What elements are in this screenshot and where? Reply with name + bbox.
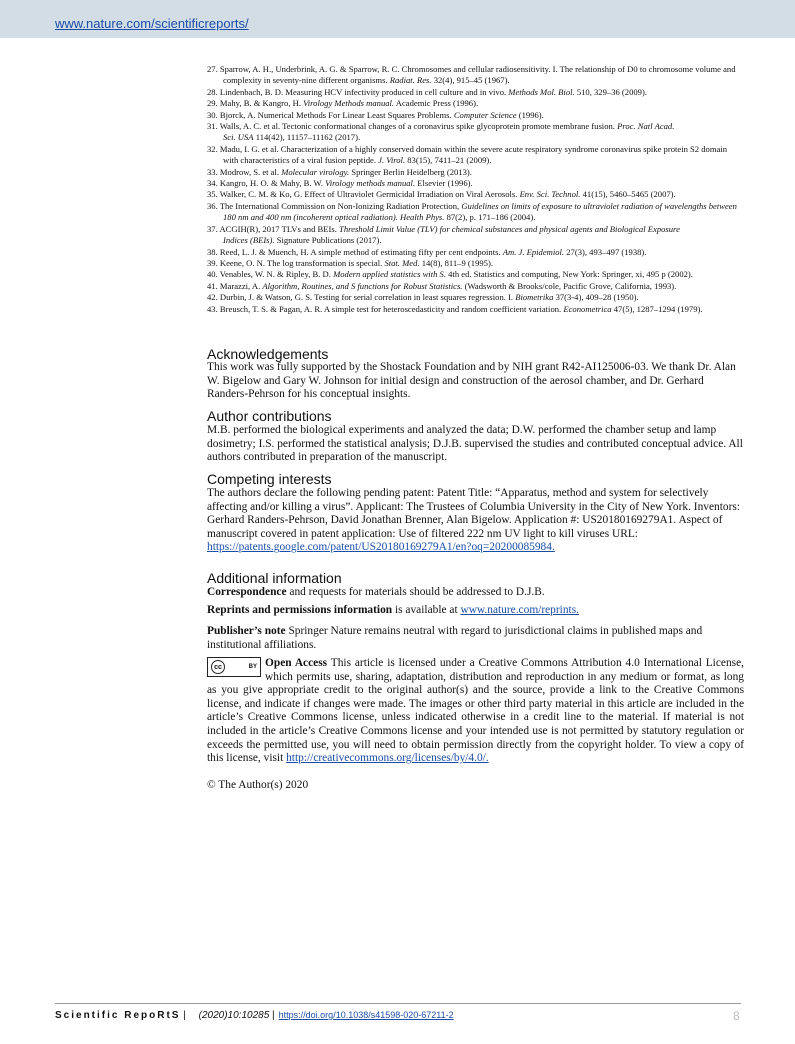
- reference-item: [207, 121, 742, 132]
- reference-text: Venables, W. N. & Ripley, B. D.: [219, 269, 331, 280]
- reference-tail: 27(3), 493–497 (1938).: [566, 246, 647, 257]
- reference-journal: Indices (BEIs).: [223, 235, 275, 246]
- reference-num: 41.: [207, 280, 218, 291]
- reference-item: [207, 110, 742, 121]
- reference-text: Walls, A. C. et al. Tectonic conformational changes of a coronavirus spike glycoprotein promote membrane fusion.: [219, 121, 615, 132]
- reference-journal: Modern applied statistics with S.: [333, 269, 446, 280]
- reference-tail: 4th ed. Statistics and computing, New York: Springer, xi, 495 p (2002).: [448, 269, 693, 280]
- reference-tail: 14(8), 811–9 (1995).: [421, 257, 493, 268]
- footer-citation: (2020)10:10285: [198, 1010, 270, 1021]
- open-access-label: Open Access: [265, 657, 328, 669]
- reference-item: [207, 132, 742, 143]
- reference-item: [207, 292, 742, 303]
- reference-num: 29.: [207, 98, 218, 109]
- reference-tail: 37(3-4), 409–28 (1950).: [555, 292, 639, 303]
- reference-num: 43.: [207, 303, 218, 314]
- reference-tail: 87(2), p. 171–186 (2004).: [446, 212, 536, 223]
- reference-item: [207, 201, 742, 224]
- reference-journal: J. Virol.: [378, 155, 406, 166]
- reference-item: [207, 281, 742, 292]
- reference-journal: Threshold Limit Value (TLV) for chemical substances and physical agents and Biological Exposure: [339, 223, 680, 234]
- reference-item: [207, 167, 742, 178]
- footer-journal-name: Scientific RepoRtS: [55, 1010, 181, 1021]
- reference-text: Marazzi, A.: [219, 280, 261, 291]
- journal-url-link[interactable]: www.nature.com/scientificreports/: [55, 16, 249, 31]
- author-contributions-heading: Author contributions: [207, 408, 332, 424]
- reference-journal: Methods Mol. Biol.: [508, 86, 575, 97]
- copyright-line: © The Author(s) 2020: [207, 779, 309, 791]
- reference-text: Reed, L. J. & Muench, H. A simple method of estimating fifty per cent endpoints.: [219, 246, 501, 257]
- reference-text: Breusch, T. S. & Pagan, A. R. A simple test for heteroscedasticity and random coefficient variation.: [219, 303, 562, 314]
- reference-tail: 41(15), 5460–5465 (2007).: [582, 189, 676, 200]
- reference-num: 30.: [207, 109, 218, 120]
- publisher-note: [207, 625, 744, 652]
- reference-text: Walker, C. M. & Ko, G. Effect of Ultraviolet Germicidal Irradiation on Viral Aerosols.: [219, 189, 518, 200]
- reference-item: [207, 258, 742, 269]
- reference-text: The International Commission on Non-Ionizing Radiation Protection,: [219, 200, 460, 211]
- reference-journal: Virology methods manual.: [325, 178, 416, 189]
- reprints-text: is available at: [394, 604, 458, 616]
- reference-item: [207, 87, 742, 98]
- acknowledgements-body: This work was fully supported by the Shostack Foundation and by NIH grant R42-AI125006-03. We thank Dr. Alan W. Bigelow and Gary W. Johnson for initial design and construction of the aerosol chamber, and Dr. Gerhard Randers-Pehrson for his conceptual insights.: [207, 361, 736, 401]
- reference-text: Keene, O. N. The log transformation is special.: [219, 257, 383, 268]
- reference-journal: Sci. USA: [223, 132, 254, 143]
- reference-num: 27.: [207, 64, 218, 74]
- footer-doi-link[interactable]: https://doi.org/10.1038/s41598-020-67211-2: [278, 1010, 454, 1020]
- reference-text: Bjorck, A. Numerical Methods For Linear Least Squares Problems.: [219, 109, 452, 120]
- reference-item: [207, 98, 742, 109]
- cc-circle: cc: [211, 660, 225, 674]
- reference-journal: Molecular virology.: [281, 166, 350, 177]
- reference-item: [207, 235, 742, 246]
- reference-tail: 114(42), 11157–11162 (2017).: [255, 132, 361, 143]
- reference-item: [207, 64, 742, 87]
- cc-by-label: BY: [248, 664, 257, 670]
- reference-journal: Am. J. Epidemiol.: [502, 246, 565, 257]
- page-footer: [55, 1010, 454, 1021]
- reference-tail: Elsevier (1996).: [417, 178, 473, 189]
- reference-text: Modrow, S. et al.: [219, 166, 280, 177]
- reference-list: [207, 64, 742, 315]
- reference-num: 42.: [207, 292, 218, 303]
- publisher-note-text: Springer Nature remains neutral with regard to jurisdictional claims in published maps and institutional affiliations.: [207, 625, 703, 651]
- license-link[interactable]: http://creativecommons.org/licenses/by/4.0/.: [286, 752, 489, 765]
- footer-divider: [55, 1003, 741, 1004]
- reference-num: 33.: [207, 166, 218, 177]
- reference-item: [207, 189, 742, 200]
- open-access-text: This article is licensed under a Creative Commons Attribution 4.0 International License, which permits use, sharing, adaptation, distribution and reproduction in any medium or format, as long as you give appropriate credit to the original author(s) and the source, provide a link to the Creative Commons license, and indicate if changes were made. The images or other third party material in this article are included in the article’s Creative Commons license, unless indicated otherwise in a credit line to the material. If material is not included in the article’s Creative Commons license and your intended use is not permitted by statutory regulation or exceeds the permitted use, you will need to obtain permission directly from the copyright holder. To view a copy of this license, visit: [207, 657, 744, 765]
- acknowledgements-heading: Acknowledgements: [207, 346, 329, 362]
- reference-tail: Springer Berlin Heidelberg (2013).: [351, 166, 472, 177]
- footer-separator-2: |: [272, 1010, 275, 1021]
- reference-item: [207, 224, 742, 235]
- reprints-label: Reprints and permissions information: [207, 604, 393, 616]
- reference-text: Durbin, J. & Watson, G. S. Testing for serial correlation in least squares regression. I.: [219, 292, 514, 303]
- publisher-note-label: Publisher’s note: [207, 625, 286, 637]
- reference-num: 38.: [207, 246, 218, 257]
- reference-item: [207, 304, 742, 315]
- reference-journal: Proc. Natl Acad.: [617, 121, 675, 132]
- competing-interests-text: The authors declare the following pending patent: Patent Title: “Apparatus, method and system for selectively affecting and/or killing a virus”. Applicant: The Trustees of Columbia University in the City of New York. Inventors: Gerhard Randers-Pehrson, David Jonathan Brenner, Alan Bigelow. Application #: US20180169279A1. Aspect of manuscript covered in patent application: Use of filtered 222 nm UV light to kill viruses URL:: [207, 487, 740, 540]
- page-number: 8: [733, 1009, 740, 1023]
- reference-num: 37.: [207, 223, 218, 234]
- additional-information-heading: Additional information: [207, 570, 342, 586]
- reference-journal: Env. Sci. Technol.: [519, 189, 581, 200]
- reference-num: 34.: [207, 178, 218, 189]
- reference-text: Kangro, H. O. & Mahy, B. W.: [219, 178, 323, 189]
- reference-tail: 83(15), 7411–21 (2009).: [407, 155, 492, 166]
- creative-commons-icon[interactable]: [207, 657, 261, 677]
- reference-text: Sparrow, A. H., Underbrink, A. G. & Sparrow, R. C. Chromosomes and cellular radiosensitivity. I. The relationship of D0 to chromosome volume and complexity in seventy-nine different organisms.: [219, 64, 736, 86]
- reference-tail: 32(4), 915–45 (1967).: [433, 75, 510, 86]
- correspondence-line: [207, 586, 744, 600]
- competing-interests-heading: Competing interests: [207, 471, 332, 487]
- top-bar: [0, 0, 795, 38]
- competing-interests-body: [207, 487, 744, 555]
- reference-num: 35.: [207, 189, 218, 200]
- reference-journal: Computer Science: [453, 109, 517, 120]
- correspondence-text: and requests for materials should be addressed to D.J.B.: [289, 586, 545, 598]
- reference-text: Madu, I. G. et al. Characterization of a highly conserved domain within the severe acute respiratory syndrome coronavirus spike protein S2 domain with characteristics of a viral fusion peptide.: [219, 143, 728, 166]
- reference-journal: Radiat. Res.: [389, 75, 432, 86]
- reference-text: Mahy, B. & Kangro, H.: [219, 98, 301, 109]
- reprints-link[interactable]: www.nature.com/reprints.: [460, 604, 579, 616]
- correspondence-label: Correspondence: [207, 586, 287, 598]
- reference-item: [207, 144, 742, 167]
- reference-journal: Virology Methods manual.: [303, 98, 395, 109]
- reference-tail: 47(5), 1287–1294 (1979).: [613, 303, 703, 314]
- reference-item: [207, 247, 742, 258]
- patent-link[interactable]: https://patents.google.com/patent/US20180169279A1/en?oq=20200085984.: [207, 541, 555, 554]
- reference-num: 32.: [207, 143, 218, 154]
- author-contributions-body: M.B. performed the biological experiments and analyzed the data; D.W. performed the chamber setup and lamp dosimetry; I.S. performed the statistical analysis; D.J.B. supervised the studies and contributed conceptual advice. All authors contributed in preparation of the manuscript.: [207, 424, 743, 464]
- reference-num: 40.: [207, 269, 218, 280]
- open-access-statement: [207, 657, 744, 766]
- reference-tail: Signature Publications (2017).: [276, 235, 382, 246]
- reference-tail: (Wadsworth & Brooks/cole, Pacific Grove, California, 1993).: [464, 280, 677, 291]
- reference-tail: 510, 329–36 (2009).: [576, 86, 647, 97]
- reference-num: 36.: [207, 200, 218, 211]
- reference-num: 28.: [207, 86, 218, 97]
- reference-tail: Academic Press (1996).: [395, 98, 479, 109]
- reprints-line: [207, 604, 744, 618]
- footer-separator: |: [183, 1010, 186, 1021]
- reference-num: 39.: [207, 257, 218, 268]
- reference-journal: Guidelines on limits of exposure to ultraviolet radiation of wavelengths between 180 nm and 400 nm (incoherent optical radiation). Health Phys.: [223, 200, 737, 223]
- reference-journal: Biometrika: [515, 292, 554, 303]
- reference-text: Lindenbach, B. D. Measuring HCV infectivity produced in cell culture and in vivo.: [219, 86, 507, 97]
- reference-item: [207, 178, 742, 189]
- reference-num: 31.: [207, 121, 218, 132]
- reference-tail: (1996).: [518, 109, 544, 120]
- reference-journal: Stat. Med.: [384, 257, 420, 268]
- reference-text: ACGIH(R), 2017 TLVs and BEIs.: [219, 223, 337, 234]
- reference-journal: Algorithm, Routines, and S functions for Robust Statistics.: [262, 280, 463, 291]
- reference-journal: Econometrica: [563, 303, 612, 314]
- reference-item: [207, 269, 742, 280]
